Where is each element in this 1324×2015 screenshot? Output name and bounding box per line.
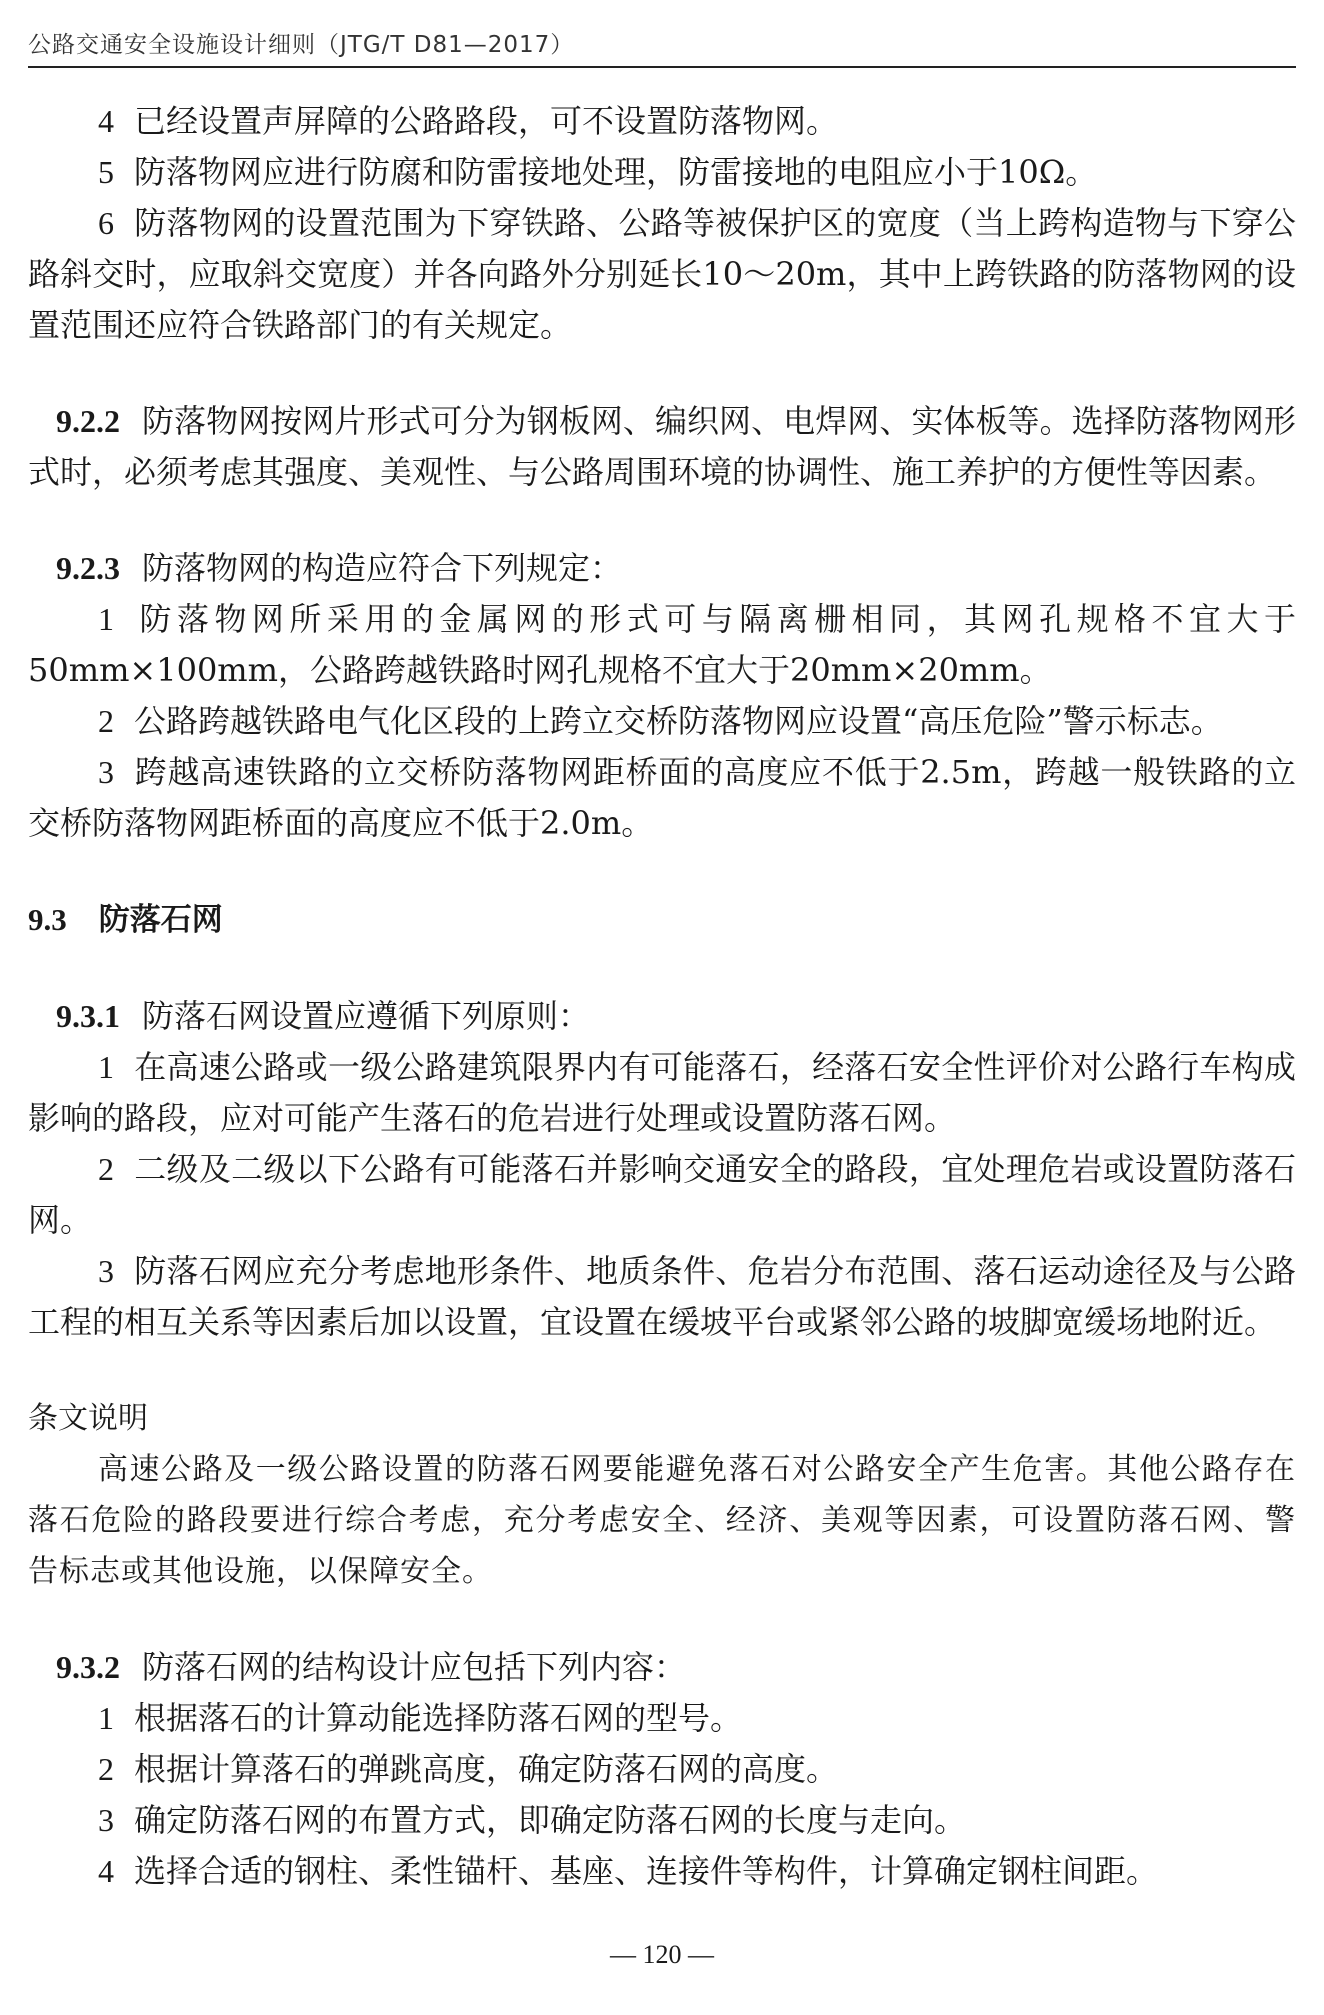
clause-9-3-2 bbox=[28, 1642, 1296, 1693]
list-item bbox=[28, 198, 1296, 351]
item-text: 根据计算落石的弹跳高度，确定防落石网的高度。 bbox=[134, 1750, 839, 1788]
item-number: 4 bbox=[98, 103, 114, 139]
item-text: 防落物网应进行防腐和防雷接地处理，防雷接地的电阻应小于10Ω。 bbox=[134, 153, 1098, 191]
list-item bbox=[28, 1795, 1296, 1846]
item-number: 2 bbox=[98, 1151, 114, 1187]
item-number: 2 bbox=[98, 1751, 114, 1787]
item-number: 5 bbox=[98, 154, 114, 190]
item-text: 防落石网应充分考虑地形条件、地质条件、危岩分布范围、落石运动途径及与公路工程的相互关系等因素后加以设置，宜设置在缓坡平台或紧邻公路的坡脚宽缓场地附近。 bbox=[28, 1252, 1296, 1341]
clause-text: 防落石网的结构设计应包括下列内容： bbox=[142, 1648, 687, 1686]
item-number: 1 bbox=[98, 601, 114, 637]
clause-9-3-1 bbox=[28, 991, 1296, 1042]
header-rule bbox=[28, 66, 1296, 68]
list-item bbox=[28, 1144, 1296, 1246]
list-item bbox=[28, 747, 1296, 849]
item-text: 防落物网的设置范围为下穿铁路、公路等被保护区的宽度（当上跨构造物与下穿公路斜交时，应取斜交宽度）并各向路外分别延长10～20m，其中上跨铁路的防落物网的设置范围还应符合铁路部门的有关规定。 bbox=[28, 204, 1296, 344]
clause-number: 9.2.2 bbox=[56, 403, 120, 439]
item-number: 1 bbox=[98, 1049, 114, 1085]
page-body bbox=[28, 96, 1296, 1897]
section-number: 9.3 bbox=[28, 902, 67, 937]
item-number: 1 bbox=[98, 1700, 114, 1736]
list-item bbox=[28, 696, 1296, 747]
list-item bbox=[28, 1042, 1296, 1144]
clause-text: 防落物网按网片形式可分为钢板网、编织网、电焊网、实体板等。选择防落物网形式时，必须考虑其强度、美观性、与公路周围环境的协调性、施工养护的方便性等因素。 bbox=[28, 402, 1296, 491]
item-number: 4 bbox=[98, 1853, 114, 1889]
clause-number: 9.3.1 bbox=[56, 998, 120, 1034]
list-item bbox=[28, 96, 1296, 147]
clause-number: 9.2.3 bbox=[56, 550, 120, 586]
clause-number: 9.3.2 bbox=[56, 1649, 120, 1685]
item-text: 确定防落石网的布置方式，即确定防落石网的长度与走向。 bbox=[134, 1801, 967, 1839]
item-text: 在高速公路或一级公路建筑限界内有可能落石，经落石安全性评价对公路行车构成影响的路段，应对可能产生落石的危岩进行处理或设置防落石网。 bbox=[28, 1048, 1296, 1137]
item-text: 根据落石的计算动能选择防落石网的型号。 bbox=[134, 1699, 743, 1737]
page-number: — 120 — bbox=[610, 1940, 714, 1969]
clause-text: 防落石网设置应遵循下列原则： bbox=[142, 997, 591, 1035]
item-number: 6 bbox=[98, 205, 114, 241]
list-item bbox=[28, 1846, 1296, 1897]
section-heading-9-3 bbox=[28, 894, 1296, 946]
item-text: 防落物网所采用的金属网的形式可与隔离栅相同，其网孔规格不宜大于50mm×100mm，公路跨越铁路时网孔规格不宜大于20mm×20mm。 bbox=[28, 600, 1296, 689]
commentary-heading: 条文说明 bbox=[28, 1401, 148, 1436]
item-text: 已经设置声屏障的公路路段，可不设置防落物网。 bbox=[134, 102, 839, 140]
list-item bbox=[28, 1693, 1296, 1744]
section-title: 防落石网 bbox=[98, 902, 223, 938]
item-text: 二级及二级以下公路有可能落石并影响交通安全的路段，宜处理危岩或设置防落石网。 bbox=[28, 1150, 1296, 1239]
clause-9-2-2 bbox=[28, 396, 1296, 498]
clause-9-2-3 bbox=[28, 543, 1296, 594]
item-number: 3 bbox=[98, 1802, 114, 1838]
item-text: 公路跨越铁路电气化区段的上跨立交桥防落物网应设置“高压危险”警示标志。 bbox=[134, 702, 1223, 740]
clause-text: 防落物网的构造应符合下列规定： bbox=[142, 549, 623, 587]
item-text: 选择合适的钢柱、柔性锚杆、基座、连接件等构件，计算确定钢柱间距。 bbox=[134, 1852, 1159, 1890]
list-item bbox=[28, 1744, 1296, 1795]
commentary-text: 高速公路及一级公路设置的防落石网要能避免落石对公路安全产生危害。其他公路存在落石危险的路段要进行综合考虑，充分考虑安全、经济、美观等因素，可设置防落石网、警告标志或其他设施，以保障安全。 bbox=[28, 1452, 1296, 1589]
item-text: 跨越高速铁路的立交桥防落物网距桥面的高度应不低于2.5m，跨越一般铁路的立交桥防落物网距桥面的高度应不低于2.0m。 bbox=[28, 753, 1296, 842]
list-item bbox=[28, 1246, 1296, 1348]
list-item bbox=[28, 147, 1296, 198]
item-number: 3 bbox=[98, 754, 114, 790]
list-item bbox=[28, 594, 1296, 696]
item-number: 2 bbox=[98, 703, 114, 739]
item-number: 3 bbox=[98, 1253, 114, 1289]
running-header: 公路交通安全设施设计细则（JTG/T D81—2017） bbox=[28, 32, 575, 58]
